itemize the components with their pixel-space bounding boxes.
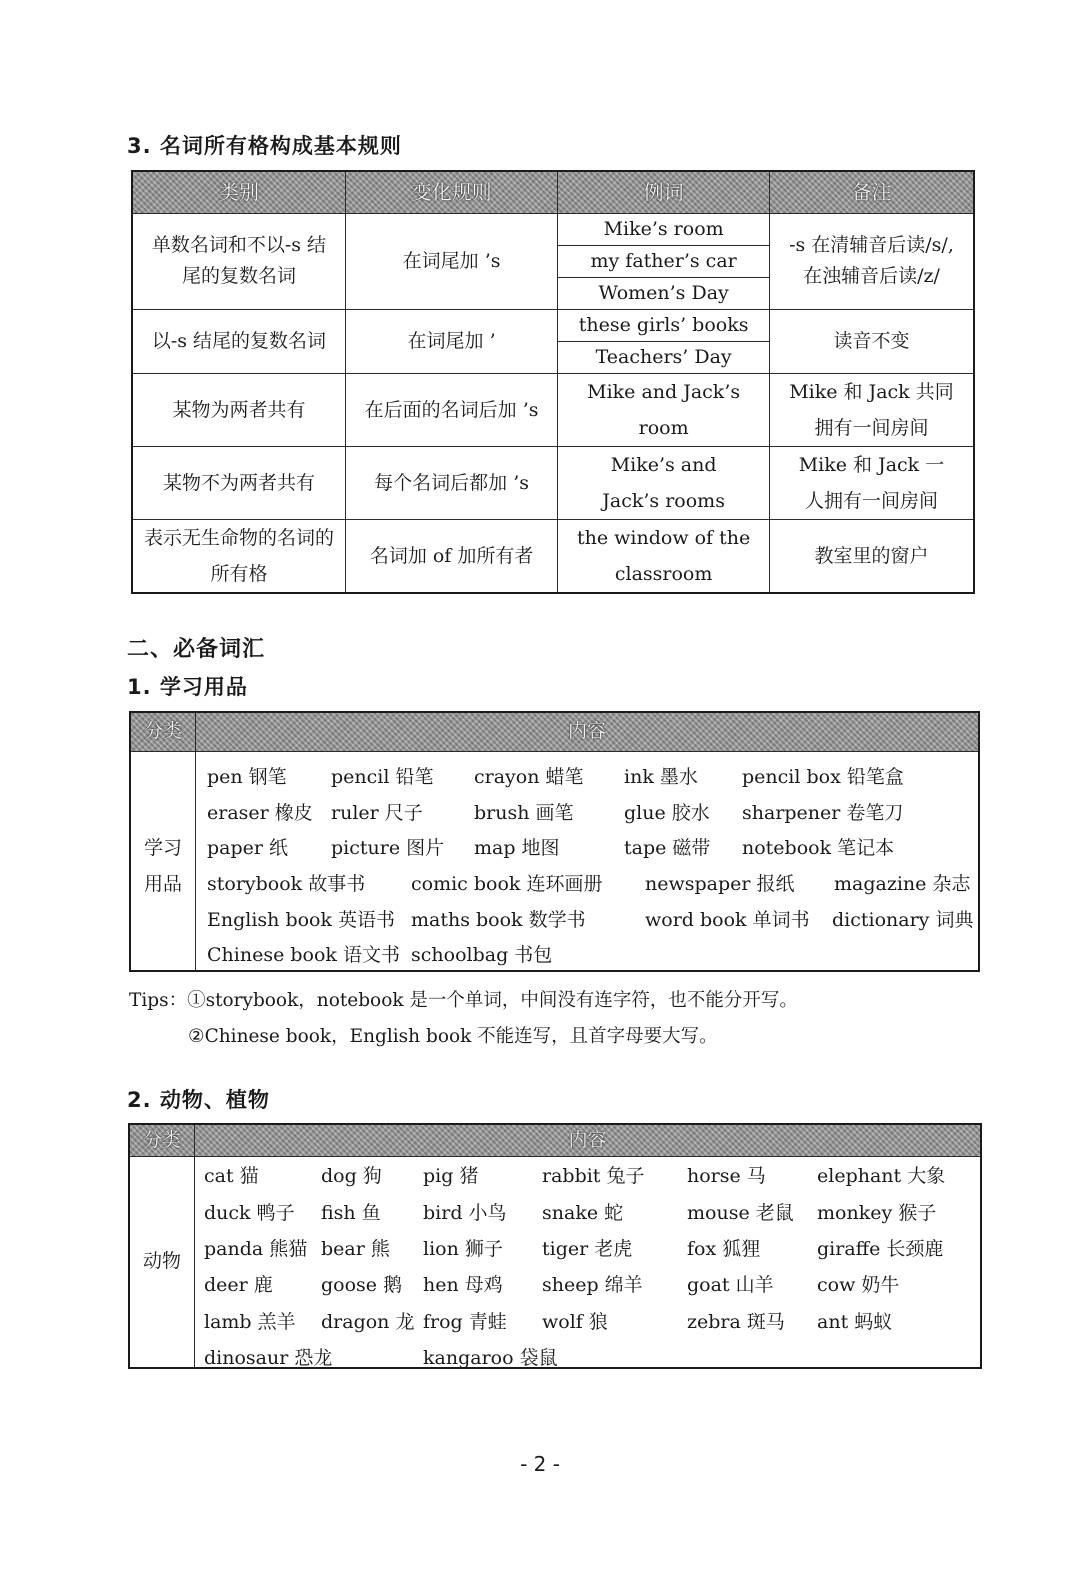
- word-item: bird 小鸟: [423, 1202, 507, 1224]
- table-cell: 在词尾加 ’: [345, 309, 557, 373]
- table-cell: Mike and Jack’s room: [558, 373, 770, 446]
- cell-line: Jack’s rooms: [602, 489, 725, 512]
- word-item: pig 猪: [423, 1165, 479, 1187]
- word-item: sheep 绵羊: [542, 1274, 643, 1296]
- cell-line: Mike 和 Jack 共同: [789, 380, 954, 403]
- cell-line: 表示无生命物的名词的: [143, 526, 334, 549]
- cell-line: 人拥有一间房间: [804, 489, 938, 512]
- table-cell: [769, 446, 974, 519]
- word-item: ink 墨水: [624, 766, 698, 788]
- word-item: crayon 蜡笔: [474, 766, 584, 788]
- cell-line: classroom: [614, 562, 713, 585]
- cell-line: the window of the: [576, 526, 751, 549]
- word-item: schoolbag 书包: [411, 944, 553, 966]
- cell-line: 所有格: [210, 562, 268, 585]
- word-item: tiger 老虎: [542, 1238, 633, 1260]
- table-cell: [769, 373, 974, 446]
- word-item: comic book 连环画册: [411, 873, 603, 895]
- word-item: goat 山羊: [687, 1274, 774, 1296]
- header-content: 内容: [567, 720, 606, 742]
- page-number: - 2 -: [520, 1452, 560, 1476]
- table-cell: Women’s Day: [558, 277, 770, 309]
- word-item: goose 鹅: [321, 1274, 403, 1296]
- word-item: pen 钢笔: [207, 766, 287, 788]
- table-cell: 以-s 结尾的复数名词: [132, 309, 345, 373]
- header-rule: 变化规则: [345, 171, 557, 213]
- header-category: 类别: [132, 171, 345, 213]
- table-cell: 某物不为两者共有: [132, 446, 345, 519]
- word-item: newspaper 报纸: [645, 873, 795, 895]
- cell-line: 在浊辅音后读/z/: [803, 265, 940, 287]
- word-item: lion 狮子: [423, 1238, 503, 1260]
- category-label: 学习: [143, 837, 182, 859]
- word-item: cow 奶牛: [817, 1274, 900, 1296]
- word-item: hen 母鸡: [423, 1274, 503, 1296]
- word-item: tape 磁带: [624, 837, 711, 859]
- header-category: 分类: [131, 713, 196, 751]
- table-header: [130, 1125, 980, 1157]
- table-cell: Teachers’ Day: [558, 341, 770, 373]
- word-item: paper 纸: [207, 837, 289, 859]
- word-item: notebook 笔记本: [742, 837, 895, 859]
- word-item: storybook 故事书: [207, 873, 366, 895]
- word-item: glue 胶水: [624, 802, 710, 824]
- tips-line-1: Tips：①storybook，notebook 是一个单词，中间没有连字符，也不能分开写。: [129, 990, 798, 1011]
- word-item: word book 单词书: [645, 909, 810, 931]
- animals-table: [128, 1123, 982, 1369]
- word-item: frog 青蛙: [423, 1311, 507, 1333]
- table-cell: 读音不变: [769, 309, 974, 373]
- word-item: maths book 数学书: [411, 909, 586, 931]
- cell-line: 尾的复数名词: [181, 265, 296, 287]
- table-cell: my father’s car: [558, 245, 770, 277]
- word-item: fish 鱼: [321, 1202, 381, 1224]
- section-3-title: 3. 名词所有格构成基本规则: [127, 134, 402, 158]
- word-item: giraffe 长颈鹿: [817, 1238, 944, 1260]
- word-item: eraser 橡皮: [207, 802, 313, 824]
- table-cell: Mike’s room: [558, 213, 770, 245]
- section-2-title: 二、必备词汇: [127, 637, 266, 662]
- word-item: rabbit 兔子: [542, 1165, 645, 1187]
- header-category: 分类: [130, 1125, 195, 1156]
- cell-line: Mike’s and: [610, 453, 717, 476]
- word-item: snake 蛇: [542, 1202, 624, 1224]
- school-supplies-table: [129, 711, 980, 972]
- word-item: kangaroo 袋鼠: [423, 1347, 558, 1369]
- category-cell: [131, 752, 196, 970]
- word-item: pencil box 铅笔盒: [742, 766, 904, 788]
- table-cell: 某物为两者共有: [132, 373, 345, 446]
- category-cell: [130, 1157, 195, 1367]
- cell-line: 单数名词和不以-s 结: [151, 234, 327, 256]
- word-item: mouse 老鼠: [687, 1202, 794, 1224]
- table-cell: [132, 519, 345, 593]
- table-cell: [558, 446, 770, 519]
- subsection-1-title: 1. 学习用品: [127, 675, 248, 699]
- category-label: 动物: [142, 1250, 181, 1272]
- word-item: picture 图片: [331, 837, 445, 859]
- table-cell: [769, 213, 974, 309]
- table-cell: 教室里的窗户: [769, 519, 974, 593]
- word-item: deer 鹿: [204, 1274, 273, 1296]
- word-item: English book 英语书: [207, 909, 396, 931]
- word-item: Chinese book 语文书: [207, 944, 400, 966]
- word-item: horse 马: [687, 1165, 766, 1187]
- word-item: pencil 铅笔: [331, 766, 434, 788]
- word-item: sharpener 卷笔刀: [742, 802, 904, 824]
- tips-line-2: ②Chinese book，English book 不能连写，且首字母要大写。: [188, 1026, 718, 1047]
- header-example: 例词: [558, 171, 770, 213]
- cell-line: 拥有一间房间: [814, 416, 929, 439]
- cell-line: -s 在清辅音后读/s/,: [789, 234, 954, 256]
- word-item: dog 狗: [321, 1165, 382, 1187]
- word-item: fox 狐狸: [687, 1238, 761, 1260]
- word-item: bear 熊: [321, 1238, 390, 1260]
- table-cell: these girls’ books: [558, 309, 770, 341]
- table-header: [131, 713, 978, 752]
- table-cell: 在后面的名词后加 ’s: [345, 373, 557, 446]
- table-cell: [558, 519, 770, 593]
- table-cell: [132, 213, 345, 309]
- word-item: brush 画笔: [474, 802, 574, 824]
- header-content: 内容: [568, 1129, 607, 1151]
- header-note: 备注: [769, 171, 974, 213]
- word-item: dictionary 词典: [832, 909, 974, 931]
- word-item: panda 熊猫: [204, 1238, 308, 1260]
- word-item: ruler 尺子: [331, 802, 423, 824]
- word-item: monkey 猴子: [817, 1202, 937, 1224]
- word-item: map 地图: [474, 837, 560, 859]
- cell-line: Mike 和 Jack 一: [798, 453, 945, 476]
- table-cell: 名词加 of 加所有者: [345, 519, 557, 593]
- subsection-2-title: 2. 动物、植物: [127, 1088, 270, 1112]
- word-item: magazine 杂志: [834, 873, 971, 895]
- word-item: dragon 龙: [321, 1311, 415, 1333]
- word-item: duck 鸭子: [204, 1202, 295, 1224]
- word-item: wolf 狼: [542, 1311, 608, 1333]
- possessive-rules-table: [131, 170, 975, 594]
- word-item: zebra 斑马: [687, 1311, 785, 1333]
- word-item: lamb 羔羊: [204, 1311, 296, 1333]
- category-label: 用品: [143, 873, 182, 895]
- word-item: cat 猫: [204, 1165, 259, 1187]
- word-item: ant 蚂蚁: [817, 1311, 893, 1333]
- table-cell: 在词尾加 ’s: [345, 213, 557, 309]
- table-cell: 每个名词后都加 ’s: [345, 446, 557, 519]
- word-item: dinosaur 恐龙: [204, 1347, 333, 1369]
- word-item: elephant 大象: [817, 1165, 946, 1187]
